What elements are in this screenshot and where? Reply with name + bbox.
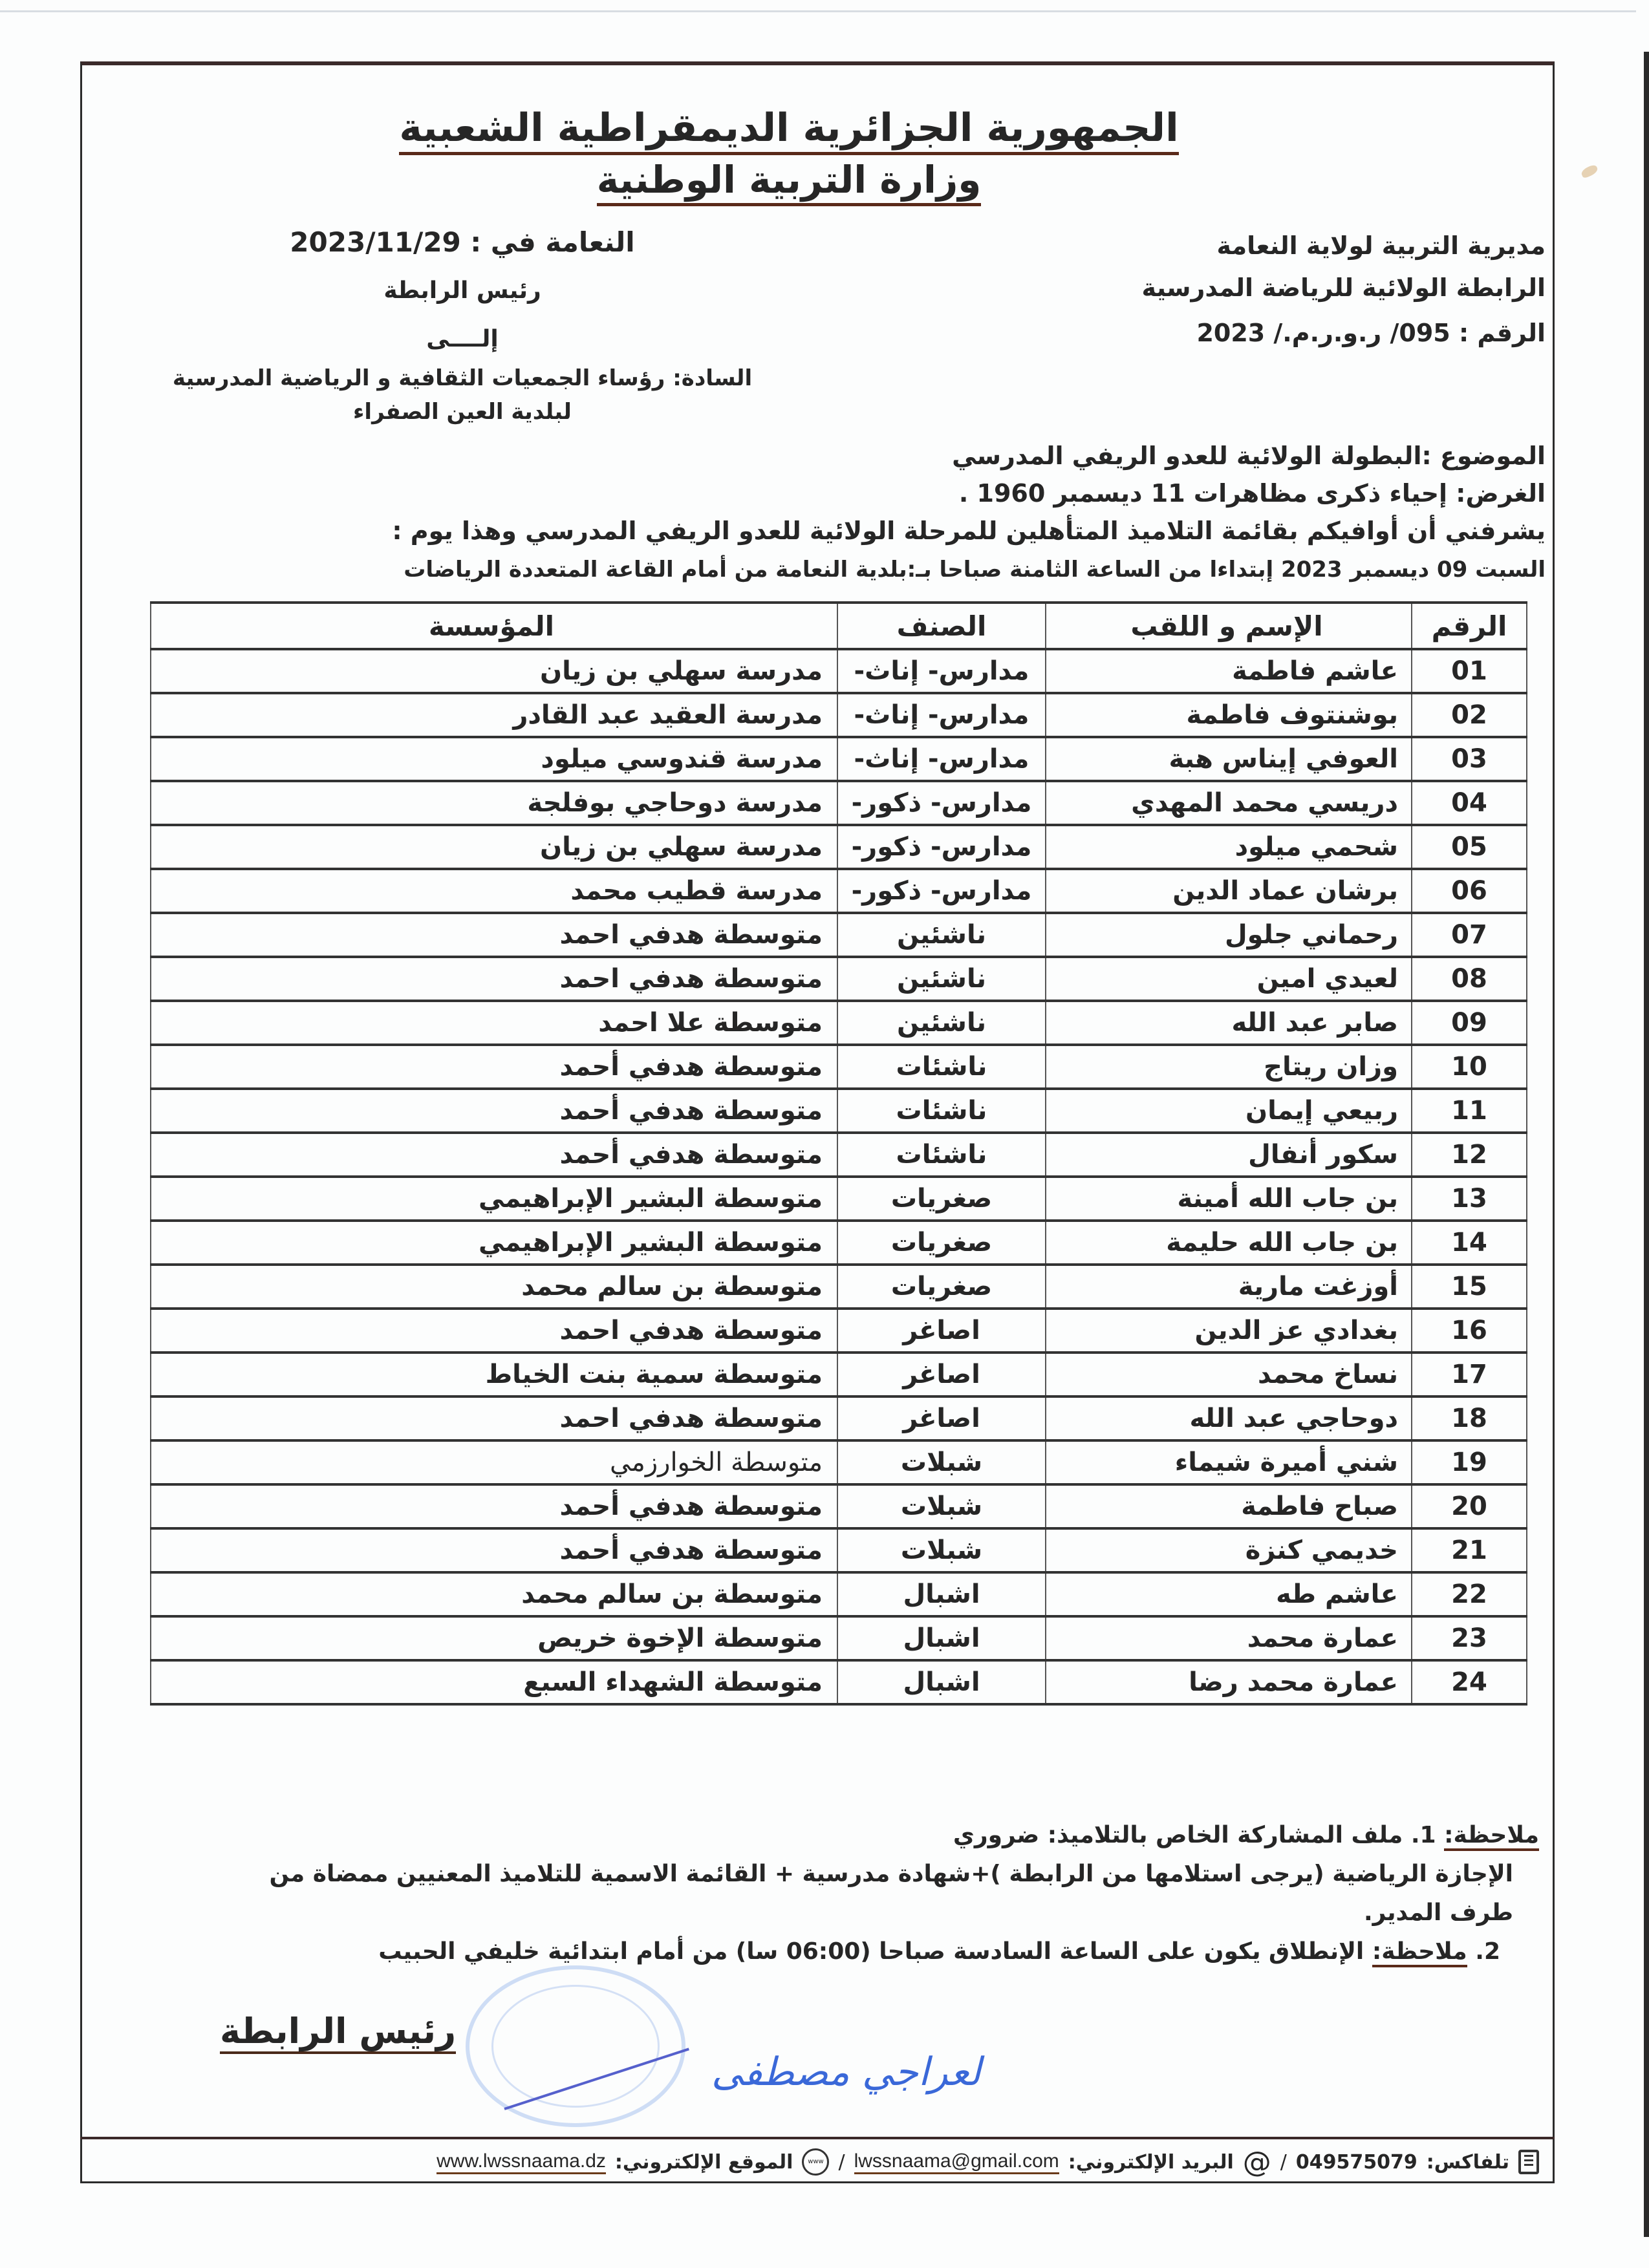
table-row [151, 1001, 1527, 1045]
www-globe-icon: www [802, 2148, 829, 2176]
institution: متوسطة بن سالم محمد [151, 1265, 837, 1309]
institution: متوسطة هدفي احمد [151, 1309, 837, 1353]
category: مدارس- ذكور- [837, 825, 1046, 869]
separator: / [1280, 2150, 1287, 2174]
student-name: نساخ محمد [1046, 1353, 1412, 1396]
table-row [151, 1353, 1527, 1396]
student-name: العوفي إيناس هبة [1046, 737, 1412, 781]
institution: مدرسة قطيب محمد [151, 869, 837, 913]
republic-title: الجمهورية الجزائرية الديمقراطية الشعبية [388, 103, 1190, 153]
row-number: 17 [1412, 1353, 1527, 1396]
row-number: 23 [1412, 1616, 1527, 1660]
student-name: دريسي محمد المهدي [1046, 781, 1412, 825]
email-label: البريد الإلكتروني: [1068, 2150, 1234, 2174]
institution: متوسطة بن سالم محمد [151, 1572, 837, 1616]
scan-right-edge [1644, 52, 1649, 2237]
category: اصاغر [837, 1396, 1046, 1440]
category: مدارس- ذكور- [837, 869, 1046, 913]
row-number: 15 [1412, 1265, 1527, 1309]
reference-label: الرقم : [1458, 319, 1546, 347]
table-row [151, 913, 1527, 957]
row-number: 16 [1412, 1309, 1527, 1353]
note-1-detail-cont: طرف المدير. [1363, 1899, 1513, 1926]
row-number: 08 [1412, 957, 1527, 1001]
student-name: عمارة محمد [1046, 1616, 1412, 1660]
student-name: عاشم فاطمة [1046, 649, 1412, 693]
category: مدارس- إناث- [837, 693, 1046, 737]
category: مدارس- إناث- [837, 649, 1046, 693]
row-number: 07 [1412, 913, 1527, 957]
category: مدارس- ذكور- [837, 781, 1046, 825]
category: شبلات [837, 1528, 1046, 1572]
table-row [151, 1133, 1527, 1177]
institution: متوسطة هدفي أحمد [151, 1133, 837, 1177]
category: شبلات [837, 1484, 1046, 1528]
header-number: الرقم [1412, 603, 1527, 649]
note-1 [953, 1820, 1539, 1851]
table-row [151, 1440, 1527, 1484]
institution: متوسطة البشير الإبراهيمي [151, 1177, 837, 1221]
table-row [151, 1221, 1527, 1265]
category: ناشئات [837, 1045, 1046, 1089]
row-number: 09 [1412, 1001, 1527, 1045]
institution: متوسطة الخوارزمي [151, 1440, 837, 1484]
at-icon: @ [1242, 2145, 1271, 2179]
signer-name: لعراجي مصطفى [711, 2049, 981, 2095]
note-2 [378, 1936, 1500, 1967]
institution: مدرسة سهلي بن زيان [151, 825, 837, 869]
paper-blemish [1580, 164, 1599, 179]
intro-line: يشرفني أن أوافيكم بقائمة التلاميذ المتأهلين للمرحلة الولائية للعدو الريفي المدرسي وهذا يوم : [392, 517, 1546, 545]
recipient-line1: السادة: رؤساء الجمعيات الثقافية و الرياضية المدرسية [172, 365, 753, 391]
reference-value: 095/ ر.و.ر.م./ 2023 [1196, 319, 1450, 347]
institution: مدرسة دوحاجي بوفلجة [151, 781, 837, 825]
category: اصاغر [837, 1309, 1046, 1353]
header-category: الصنف [837, 603, 1046, 649]
subject-line: الموضوع :البطولة الولائية للعدو الريفي المدرسي [952, 442, 1546, 470]
league-name: الرابطة الولائية للرياضة المدرسية [1141, 273, 1546, 302]
student-name: شحمي ميلود [1046, 825, 1412, 869]
student-name: وزان ريتاج [1046, 1045, 1412, 1089]
row-number: 06 [1412, 869, 1527, 913]
table-row [151, 957, 1527, 1001]
row-number: 05 [1412, 825, 1527, 869]
category: اشبال [837, 1660, 1046, 1704]
institution: متوسطة علا احمد [151, 1001, 837, 1045]
table-row [151, 1177, 1527, 1221]
place-date-label: النعامة في : [470, 226, 635, 258]
official-stamp-inner-ring [491, 1985, 660, 2108]
row-number: 10 [1412, 1045, 1527, 1089]
row-number: 14 [1412, 1221, 1527, 1265]
table-row [151, 1616, 1527, 1660]
row-number: 01 [1412, 649, 1527, 693]
institution: متوسطة البشير الإبراهيمي [151, 1221, 837, 1265]
institution: متوسطة الإخوة خريص [151, 1616, 837, 1660]
ministry-title: وزارة التربية الوطنية [388, 155, 1190, 204]
fax-label: تلفاكس: [1426, 2150, 1509, 2174]
category: ناشئين [837, 1001, 1046, 1045]
row-number: 21 [1412, 1528, 1527, 1572]
note-2-label: ملاحظة: [1372, 1938, 1467, 1967]
note-2-prefix: 2. [1475, 1938, 1500, 1965]
student-name: بوشنتوف فاطمة [1046, 693, 1412, 737]
row-number: 13 [1412, 1177, 1527, 1221]
student-name: بن جاب الله أمينة [1046, 1177, 1412, 1221]
student-name: عمارة محمد رضا [1046, 1660, 1412, 1704]
category: اشبال [837, 1616, 1046, 1660]
student-name: أوزغت مارية [1046, 1265, 1412, 1309]
table-row [151, 737, 1527, 781]
institution: متوسطة الشهداء السبع [151, 1660, 837, 1704]
institution: متوسطة هدفي أحمد [151, 1045, 837, 1089]
table-row [151, 1045, 1527, 1089]
category: صغريات [837, 1177, 1046, 1221]
recipient-line2: لبلدية العين الصفراء [353, 399, 572, 425]
footer-divider [80, 2137, 1555, 2139]
schedule-line: السبت 09 ديسمبر 2023 إبتداءا من الساعة الثامنة صباحا بـ:بلدية النعامة من أمام القاعة المتعددة الرياضات [404, 557, 1546, 583]
category: صغريات [837, 1265, 1046, 1309]
row-number: 11 [1412, 1089, 1527, 1133]
table-header-row [151, 603, 1527, 649]
header-name: الإسم و اللقب [1046, 603, 1412, 649]
institution: متوسطة هدفي احمد [151, 1396, 837, 1440]
header-institution: المؤسسة [151, 603, 837, 649]
table-row [151, 1309, 1527, 1353]
purpose-line: الغرض: إحياء ذكرى مظاهرات 11 ديسمبر 1960 . [958, 479, 1546, 508]
institution: مدرسة قندوسي ميلود [151, 737, 837, 781]
category: ناشئين [837, 957, 1046, 1001]
student-name: رحماني جلول [1046, 913, 1412, 957]
separator: / [838, 2150, 845, 2174]
student-name: بن جاب الله حليمة [1046, 1221, 1412, 1265]
student-name: بغدادي عز الدين [1046, 1309, 1412, 1353]
table-row [151, 1660, 1527, 1704]
website-label: الموقع الإلكتروني: [614, 2150, 793, 2174]
place-date [123, 226, 802, 259]
note-1-text: 1. ملف المشاركة الخاص بالتلاميذ: ضروري [953, 1822, 1436, 1848]
student-name: شني أميرة شيماء [1046, 1440, 1412, 1484]
institution: متوسطة هدفي أحمد [151, 1528, 837, 1572]
category: ناشئات [837, 1089, 1046, 1133]
student-name: خديمي كنزة [1046, 1528, 1412, 1572]
table-row [151, 1089, 1527, 1133]
student-name: دوحاجي عبد الله [1046, 1396, 1412, 1440]
note-1-detail: الإجازة الرياضية (يرجى استلامها من الرابطة )+شهادة مدرسية + القائمة الاسمية للتلاميذ المعنيين ممضاة من [269, 1861, 1513, 1887]
table-row [151, 693, 1527, 737]
table-row [151, 649, 1527, 693]
student-name: عاشم طه [1046, 1572, 1412, 1616]
signature-title: رئيس الرابطة [220, 2011, 456, 2051]
category: ناشئين [837, 913, 1046, 957]
fax-number: 049575079 [1295, 2150, 1417, 2174]
table-row [151, 781, 1527, 825]
institution: متوسطة سمية بنت الخياط [151, 1353, 837, 1396]
to-label: إلــــى [426, 326, 499, 352]
category: صغريات [837, 1221, 1046, 1265]
note-2-text: الإنطلاق يكون على الساعة السادسة صباحا (06:00 سا) من أمام ابتدائية خليفي الحبيب [378, 1938, 1364, 1965]
institution: متوسطة هدفي احمد [151, 913, 837, 957]
row-number: 22 [1412, 1572, 1527, 1616]
row-number: 20 [1412, 1484, 1527, 1528]
sender-title: رئيس الرابطة [383, 277, 541, 304]
table-row [151, 1396, 1527, 1440]
table-row [151, 1528, 1527, 1572]
institution: متوسطة هدفي احمد [151, 957, 837, 1001]
note-1-label: ملاحظة: [1444, 1822, 1539, 1851]
institution: مدرسة العقيد عبد القادر [151, 693, 837, 737]
student-name: برشان عماد الدين [1046, 869, 1412, 913]
student-name: صباح فاطمة [1046, 1484, 1412, 1528]
qualified-students-table [150, 601, 1527, 1706]
row-number: 24 [1412, 1660, 1527, 1704]
row-number: 02 [1412, 693, 1527, 737]
date-value: 2023/11/29 [290, 226, 461, 258]
table-row [151, 1265, 1527, 1309]
category: ناشئات [837, 1133, 1046, 1177]
row-number: 03 [1412, 737, 1527, 781]
institution: مدرسة سهلي بن زيان [151, 649, 837, 693]
table-row [151, 869, 1527, 913]
row-number: 04 [1412, 781, 1527, 825]
student-name: سكور أنفال [1046, 1133, 1412, 1177]
scan-top-edge [0, 10, 1636, 12]
institution: متوسطة هدفي أحمد [151, 1089, 837, 1133]
category: اشبال [837, 1572, 1046, 1616]
institution: متوسطة هدفي أحمد [151, 1484, 837, 1528]
row-number: 18 [1412, 1396, 1527, 1440]
row-number: 12 [1412, 1133, 1527, 1177]
row-number: 19 [1412, 1440, 1527, 1484]
reference-number [912, 317, 1546, 349]
website-link[interactable]: www.lwssnaama.dz [436, 2150, 606, 2174]
category: مدارس- إناث- [837, 737, 1046, 781]
student-name: ربيعي إيمان [1046, 1089, 1412, 1133]
category: شبلات [837, 1440, 1046, 1484]
table-row [151, 1484, 1527, 1528]
table-row [151, 825, 1527, 869]
fax-icon [1518, 2150, 1539, 2174]
contact-footer [110, 2145, 1539, 2179]
directorate: مديرية التربية لولاية النعامة [1216, 231, 1546, 260]
student-name: صابر عبد الله [1046, 1001, 1412, 1045]
student-name: لعيدي امين [1046, 957, 1412, 1001]
category: اصاغر [837, 1353, 1046, 1396]
table-row [151, 1572, 1527, 1616]
email-link[interactable]: lwssnaama@gmail.com [854, 2150, 1059, 2174]
